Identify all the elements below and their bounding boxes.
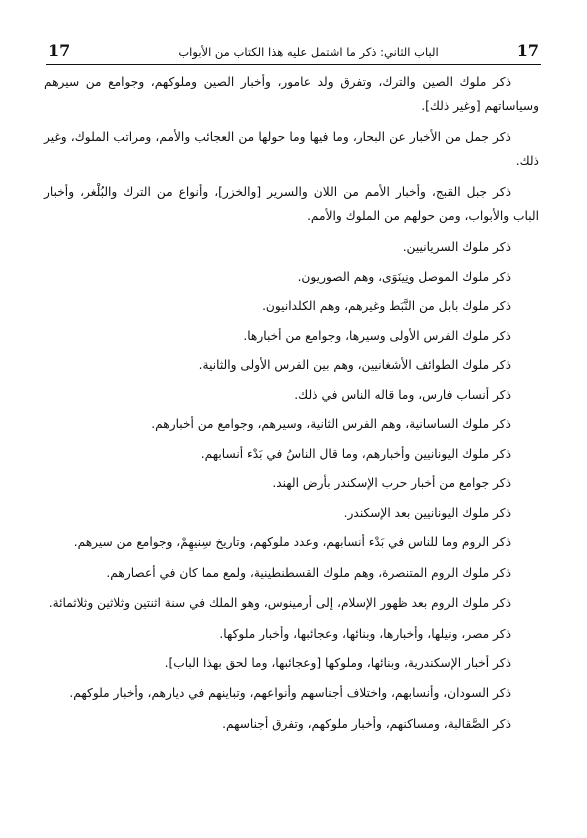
- paragraph: ذكر ملوك الموصل ونِينَوَى، وهم الصوريون.: [297, 269, 511, 284]
- page-number-left: 17: [48, 41, 71, 60]
- paragraph: ذكر ملوك الطوائف الأشغانيين، وهم بين الفرس الأولى والثانية.: [198, 358, 511, 372]
- paragraph: ذكر جبل القبج، وأخبار الأمم من اللان والسرير [والخزر]، وأنواع من الترك والبُلْغر، وأخبار الباب والأبواب، ومن حولهم من الملوك والأمم.: [44, 185, 539, 223]
- paragraph: ذكر السودان، وأنسابهم، واختلاف أجناسهم وأنواعهم، وتباينهم في ديارهم، وأخبار ملوكهم.: [69, 685, 511, 700]
- paragraph: ذكر جمل من الأخبار عن البحار، وما فيها وما حولها من العجائب والأمم، ومراتب الملوك، وغير ذلك.: [44, 130, 539, 168]
- header-rule: [46, 64, 541, 65]
- page-body: [44, 70, 539, 741]
- paragraph: ذكر الصَّقالبة، ومساكنهم، وأخبار ملوكهم، وتفرق أجناسهم.: [222, 716, 511, 731]
- paragraph: ذكر ملوك اليونانيين وأخبارهم، وما قال الناسُ في بَدْء أنسابهم.: [200, 446, 511, 461]
- paragraph: ذكر أنساب فارس، وما قاله الناس في ذلك.: [294, 387, 511, 402]
- paragraph: ذكر مصر، ونيلها، وأخبارها، وبنائها، وعجائبها، وأخبار ملوكها.: [219, 626, 511, 641]
- paragraph: ذكر ملوك الساسانية، وهم الفرس الثانية، وسيرهم، وجوامع من أخبارهم.: [151, 417, 511, 431]
- paragraph: ذكر ملوك الفرس الأولى وسيرها، وجوامع من أخبارها.: [243, 328, 511, 343]
- page-number-right: 17: [516, 41, 539, 60]
- paragraph: ذكر ملوك بابل من النَّبَط وغيرهم، وهم الكلدانيون.: [262, 299, 511, 313]
- paragraph: ذكر ملوك الروم المتنصرة، وهم ملوك القسطنطينية، ولمع مما كان في أعصارهم.: [106, 566, 511, 580]
- paragraph: ذكر ملوك الصين والترك، وتفرق ولد عامور، وأخبار الصين وملوكهم، وجوامع من سيرهم وسياساتهم [وغير ذلك].: [44, 75, 539, 113]
- paragraph: ذكر جوامع من أخبار حرب الإسكندر بأرض الهند.: [272, 476, 511, 490]
- paragraph: ذكر ملوك الروم بعد ظهور الإسلام، إلى أرمينوس، وهو الملك في سنة اثنتين وثلاثين وثلاثمائة.: [48, 595, 511, 610]
- paragraph: ذكر الروم وما للناس في بَدْء أنسابهم، وعدد ملوكهم، وتاريخ سِنيهِمْ، وجوامع من سيرهم.: [73, 535, 511, 549]
- paragraph: ذكر أخبار الإسكندرية، وبنائها، وملوكها [وعجائبها، وما لحق بهذا الباب].: [164, 656, 511, 670]
- running-title: الباب الثاني: ذكر ما اشتمل عليه هذا الكتاب من الأبواب: [178, 45, 439, 59]
- paragraph: ذكر ملوك السريانيين.: [402, 240, 511, 254]
- paragraph: ذكر ملوك اليونانيين بعد الإسكندر.: [343, 505, 511, 520]
- page-header: [46, 40, 541, 66]
